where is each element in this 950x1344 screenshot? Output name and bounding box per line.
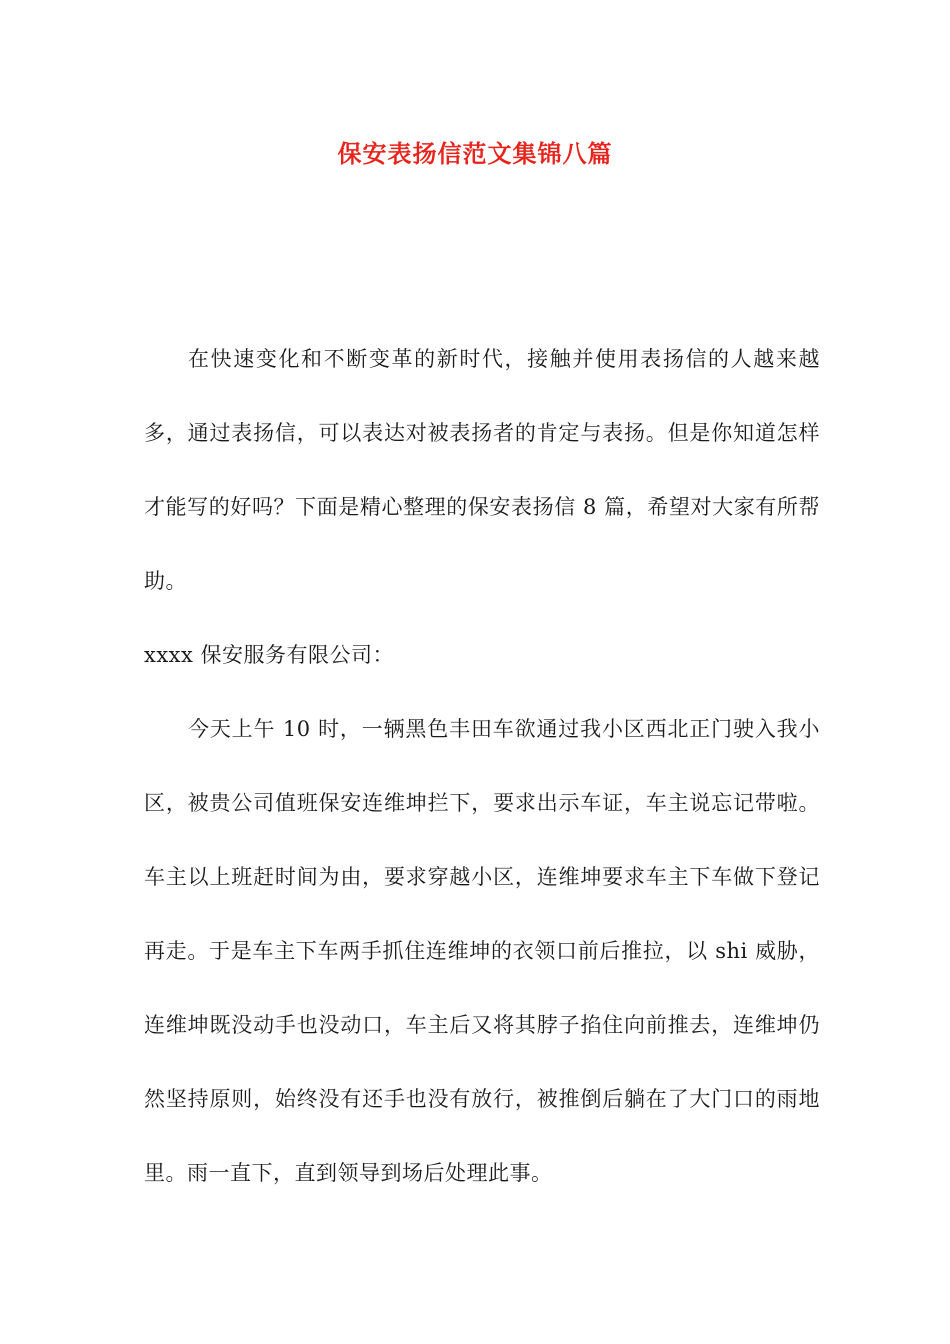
intro-paragraph: 在快速变化和不断变革的新时代，接触并使用表扬信的人越来越多，通过表扬信，可以表达对被表扬者的肯定与表扬。但是你知道怎样才能写的好吗？下面是精心整理的保安表扬信 8 篇，希望对大家有所帮助。 bbox=[144, 347, 820, 593]
letter-paragraph: 今天上午 10 时，一辆黑色丰田车欲通过我小区西北正门驶入我小区，被贵公司值班保安连维坤拦下，要求出示车证，车主说忘记带啦。车主以上班赶时间为由，要求穿越小区，连维坤要求车主下车做下登记再走。于是车主下车两手抓住连维坤的衣领口前后推拉，以 shi 威胁，连维坤既没动手也没动口，车主后又将其脖子掐住向前推去，连维坤仍然坚持原则，始终没有还手也没有放行，被推倒后躺在了大门口的雨地里。雨一直下，直到领导到场后处理此事。 bbox=[144, 717, 820, 1185]
document-body bbox=[144, 322, 820, 1210]
salutation-line: xxxx 保安服务有限公司： bbox=[144, 643, 395, 667]
document-title: 保安表扬信范文集锦八篇 bbox=[337, 139, 613, 168]
